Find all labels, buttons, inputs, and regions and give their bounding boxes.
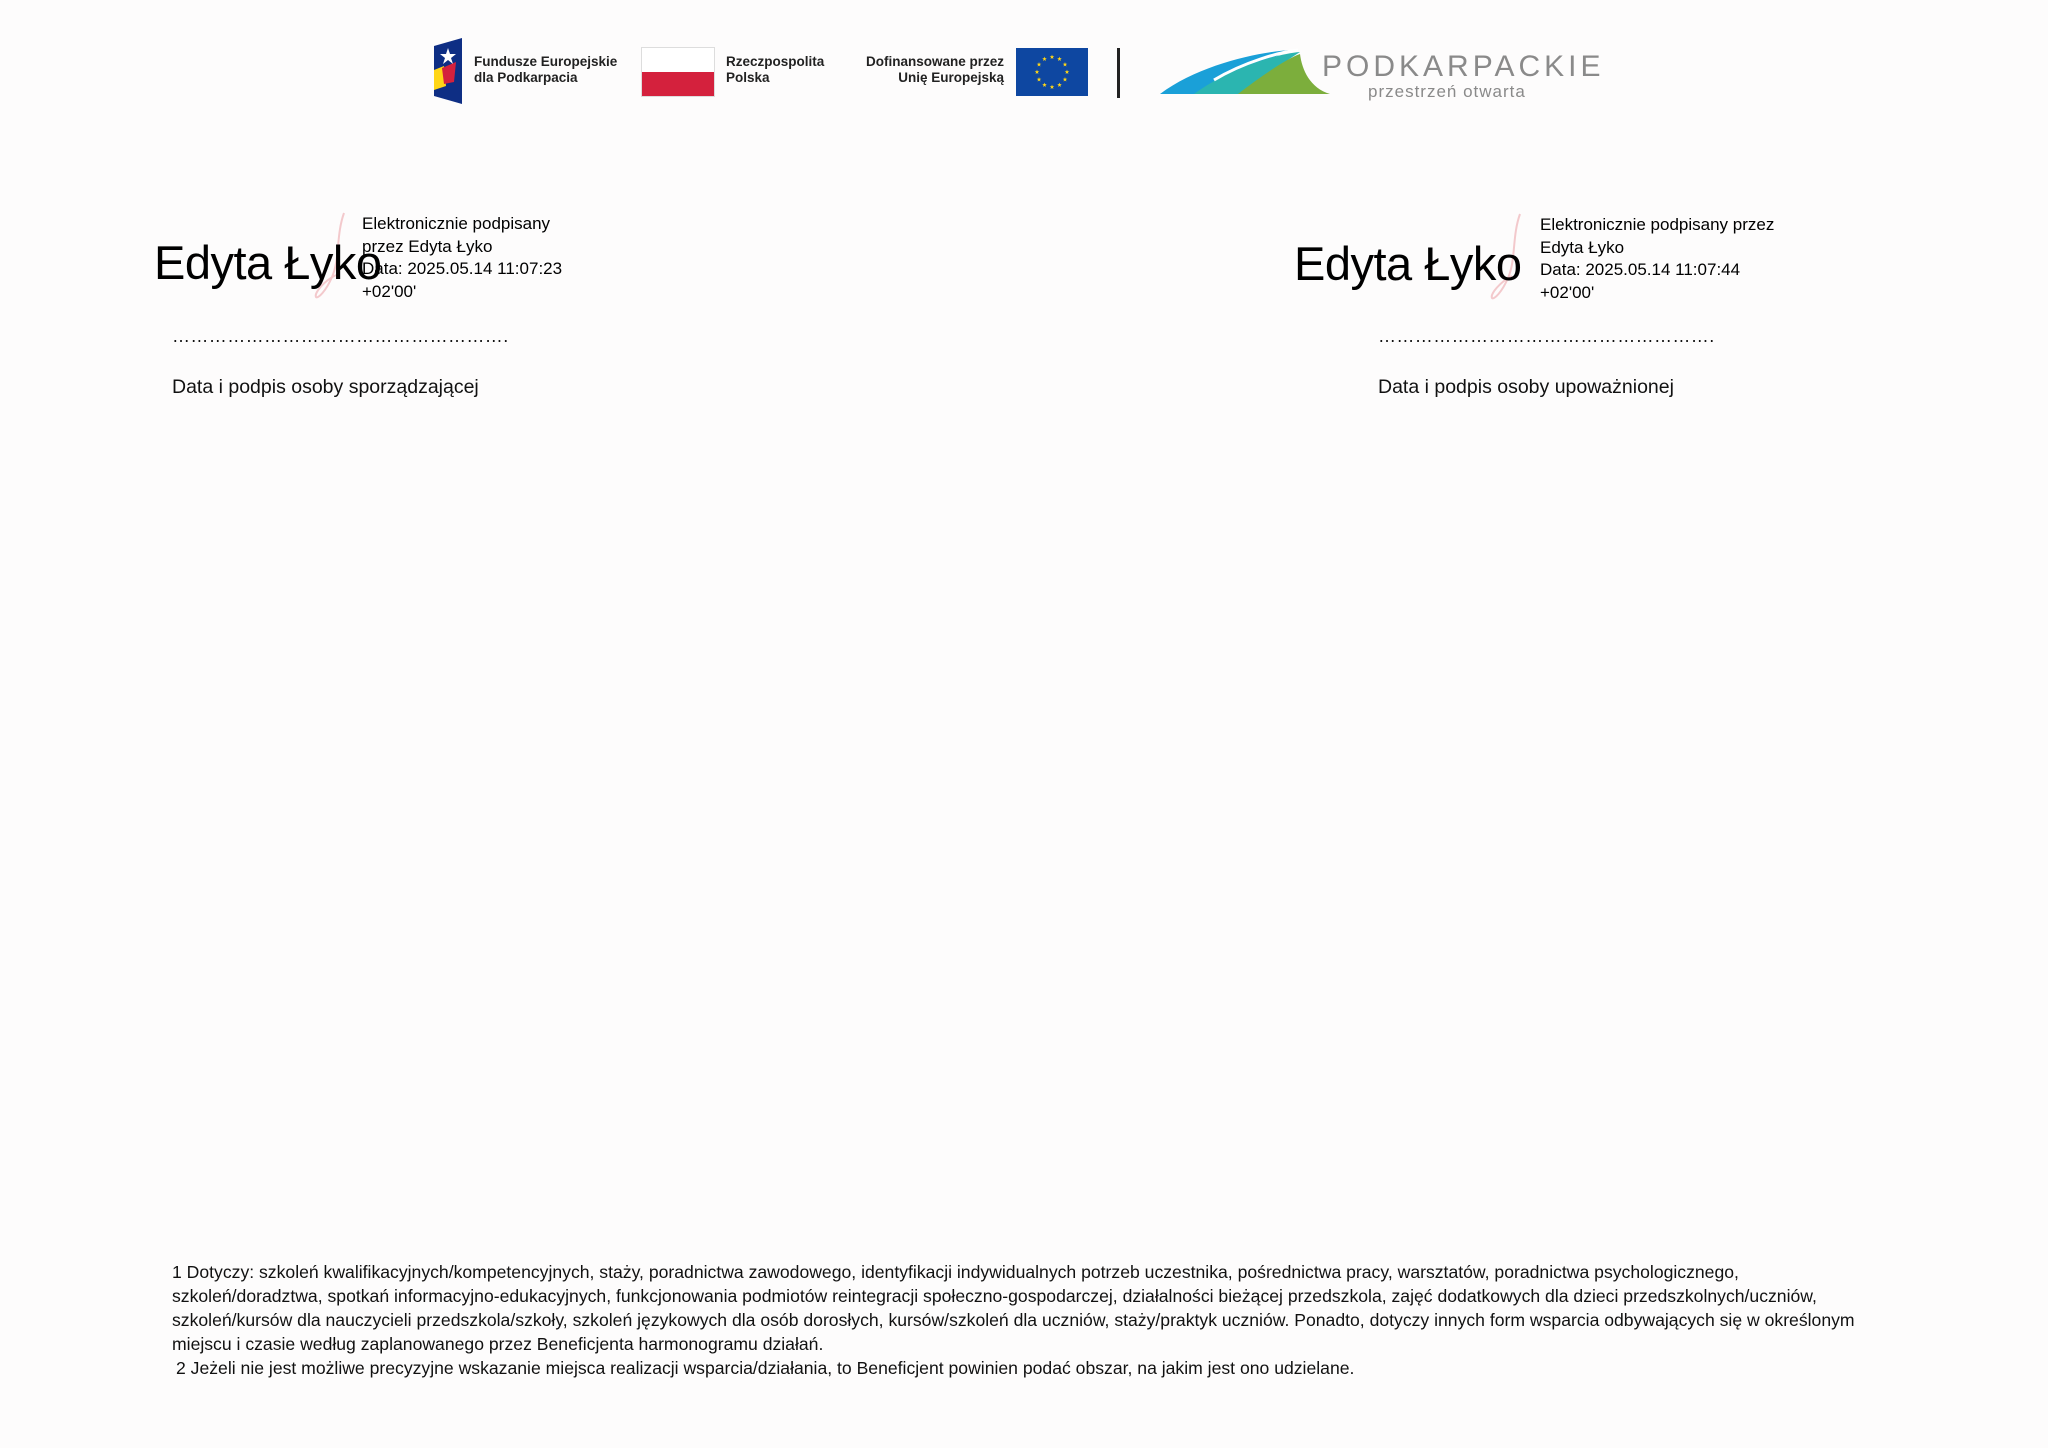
polska-line1: Rzeczpospolita: [726, 54, 825, 69]
ue-line1: Dofinansowane przez: [865, 54, 1004, 69]
fundusze-line2: dla Podkarpacia: [474, 70, 578, 85]
ue-line2: Unię Europejską: [898, 70, 1004, 85]
signature-timezone: +02'00': [1540, 282, 1595, 302]
fundusze-line1: Fundusze Europejskie: [474, 54, 618, 69]
signature-block-authorized: [1294, 214, 1814, 314]
signature-timezone: +02'00': [362, 281, 417, 301]
signature-details: [362, 213, 562, 303]
polish-flag-icon: [642, 48, 714, 96]
polska-line2: Polska: [726, 70, 770, 85]
signature-details: [1540, 214, 1774, 304]
podkarpackie-swoosh-icon: [1160, 44, 1330, 98]
signature-detail-line: Elektronicznie podpisany przez: [1540, 215, 1775, 234]
fundusze-europejskie-logo: [430, 36, 630, 108]
podkarpackie-name: PODKARPACKIE: [1322, 50, 1605, 83]
signer-name: Edyta Łyko: [154, 236, 382, 289]
rzeczpospolita-polska-logo: [642, 36, 832, 108]
podkarpackie-tagline: przestrzeń otwarta: [1368, 82, 1526, 101]
signature-detail-line: Edyta Łyko: [1540, 237, 1625, 257]
signature-dotted-line: ……………………………………………….: [1378, 326, 1715, 346]
logo-bar: [430, 36, 1605, 108]
logo-separator: [1117, 48, 1120, 98]
signature-block-preparer: [154, 213, 674, 313]
signature-date: Data: 2025.05.14 11:07:44: [1540, 260, 1741, 279]
signature-caption-preparer: Data i podpis osoby sporządzającej: [172, 376, 479, 398]
eu-cofinancing-logo: [848, 36, 1088, 108]
signature-date: Data: 2025.05.14 11:07:23: [362, 259, 563, 278]
eu-flag-icon: [1016, 48, 1088, 96]
signature-dotted-line: ……………………………………………….: [172, 326, 509, 346]
signer-name: Edyta Łyko: [1294, 237, 1522, 290]
footnotes: [172, 1260, 1872, 1380]
signature-detail-line: przez Edyta Łyko: [362, 236, 493, 256]
signature-caption-authorized: Data i podpis osoby upoważnionej: [1378, 376, 1674, 398]
footnote-2: 2 Jeżeli nie jest możliwe precyzyjne wskazanie miejsca realizacji wsparcia/działania, to Beneficjent powinien podać obszar, na jakim jest ono udzielane.: [176, 1358, 1355, 1378]
signature-detail-line: Elektronicznie podpisany: [362, 214, 551, 233]
footnote-1: 1 Dotyczy: szkoleń kwalifikacyjnych/kompetencyjnych, staży, poradnictwa zawodowego, identyfikacji indywidualnych potrzeb uczestnika, pośrednictwa pracy, warsztatów, poradnictwa psychologicznego, szkoleń/doradztwa, spotkań informacyjno-edukacyjnych, funkcjonowania podmiotów reintegracji społeczno-gospodarczej, działalności bieżącej przedszkola, zajęć dodatkowych dla dzieci przedszkolnych/uczniów, szkoleń/kursów dla nauczycieli przedszkola/szkoły, szkoleń językowych dla osób dorosłych, kursów/szkoleń dla uczniów, staży/praktyk uczniów. Ponadto, dotyczy innych form wsparcia odbywających się w określonym miejscu i czasie według zaplanowanego przez Beneficjenta harmonogramu działań.: [172, 1262, 1855, 1354]
podkarpackie-logo: [1160, 40, 1605, 104]
fundusze-europejskie-icon: [430, 38, 466, 104]
